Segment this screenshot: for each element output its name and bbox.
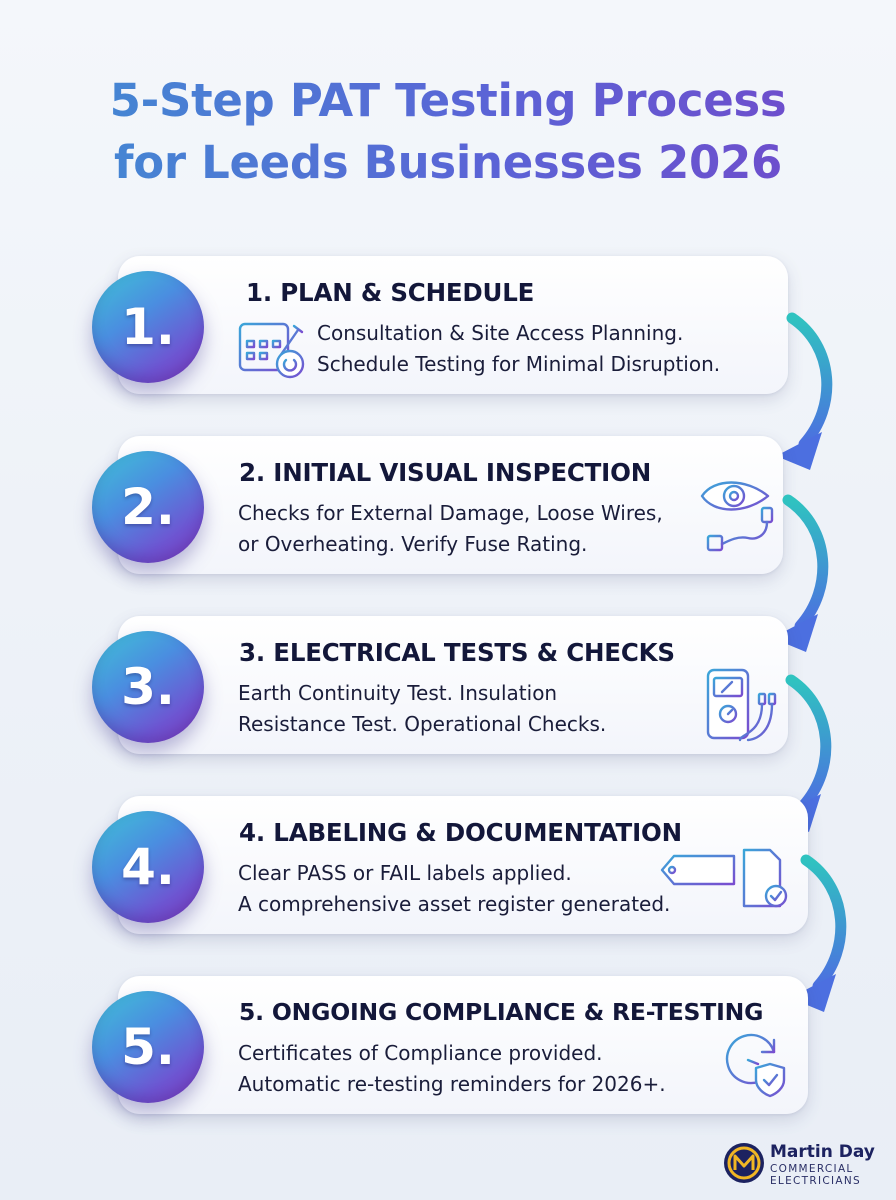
step-4-line-2: A comprehensive asset register generated. [238, 892, 671, 916]
logo-name: Martin Day [770, 1142, 875, 1162]
step-4-description [238, 858, 670, 920]
step-4-title: 4. LABELING & DOCUMENTATION [239, 818, 682, 847]
step-2-description [238, 498, 663, 560]
logo-subtitle-1: COMMERCIAL [770, 1163, 854, 1175]
logo-subtitle-2: ELECTRICIANS [770, 1175, 861, 1187]
company-logo [723, 1140, 883, 1190]
step-3-badge-number: 3. [121, 658, 175, 716]
calendar-clock-icon [236, 316, 310, 382]
step-4-line-1: Clear PASS or FAIL labels applied. [238, 861, 572, 885]
step-1-line-1: Consultation & Site Access Planning. [317, 321, 684, 345]
step-4-badge-number: 4. [121, 838, 175, 896]
step-3-line-1: Earth Continuity Test. Insulation [238, 681, 558, 705]
step-3-description [238, 678, 606, 740]
step-5-badge-number: 5. [121, 1018, 175, 1076]
logo-mark-icon [723, 1142, 765, 1184]
step-1-title: 1. PLAN & SCHEDULE [246, 278, 535, 307]
step-5-line-2: Automatic re-testing reminders for 2026+. [238, 1072, 666, 1096]
step-4-badge [92, 811, 204, 923]
step-2-badge-number: 2. [121, 478, 175, 536]
step-5-badge [92, 991, 204, 1103]
page-title [0, 70, 896, 194]
title-line-1: 5-Step PAT Testing Process [0, 70, 896, 132]
title-line-2: for Leeds Businesses 2026 [0, 132, 896, 194]
step-2-badge [92, 451, 204, 563]
step-1-badge [92, 271, 204, 383]
step-1-badge-number: 1. [121, 298, 175, 356]
step-5-description [238, 1038, 666, 1100]
step-2-line-1: Checks for External Damage, Loose Wires, [238, 501, 663, 525]
step-5-title: 5. ONGOING COMPLIANCE & RE-TESTING [239, 998, 764, 1026]
step-3-title: 3. ELECTRICAL TESTS & CHECKS [239, 638, 675, 667]
step-3-badge [92, 631, 204, 743]
step-1-line-2: Schedule Testing for Minimal Disruption. [317, 352, 721, 376]
step-1-description [317, 318, 720, 380]
step-2-line-2: or Overheating. Verify Fuse Rating. [238, 532, 588, 556]
step-2-title: 2. INITIAL VISUAL INSPECTION [239, 458, 652, 487]
step-3-line-2: Resistance Test. Operational Checks. [238, 712, 607, 736]
step-5-line-1: Certificates of Compliance provided. [238, 1041, 603, 1065]
clock-shield-icon [718, 1030, 790, 1098]
